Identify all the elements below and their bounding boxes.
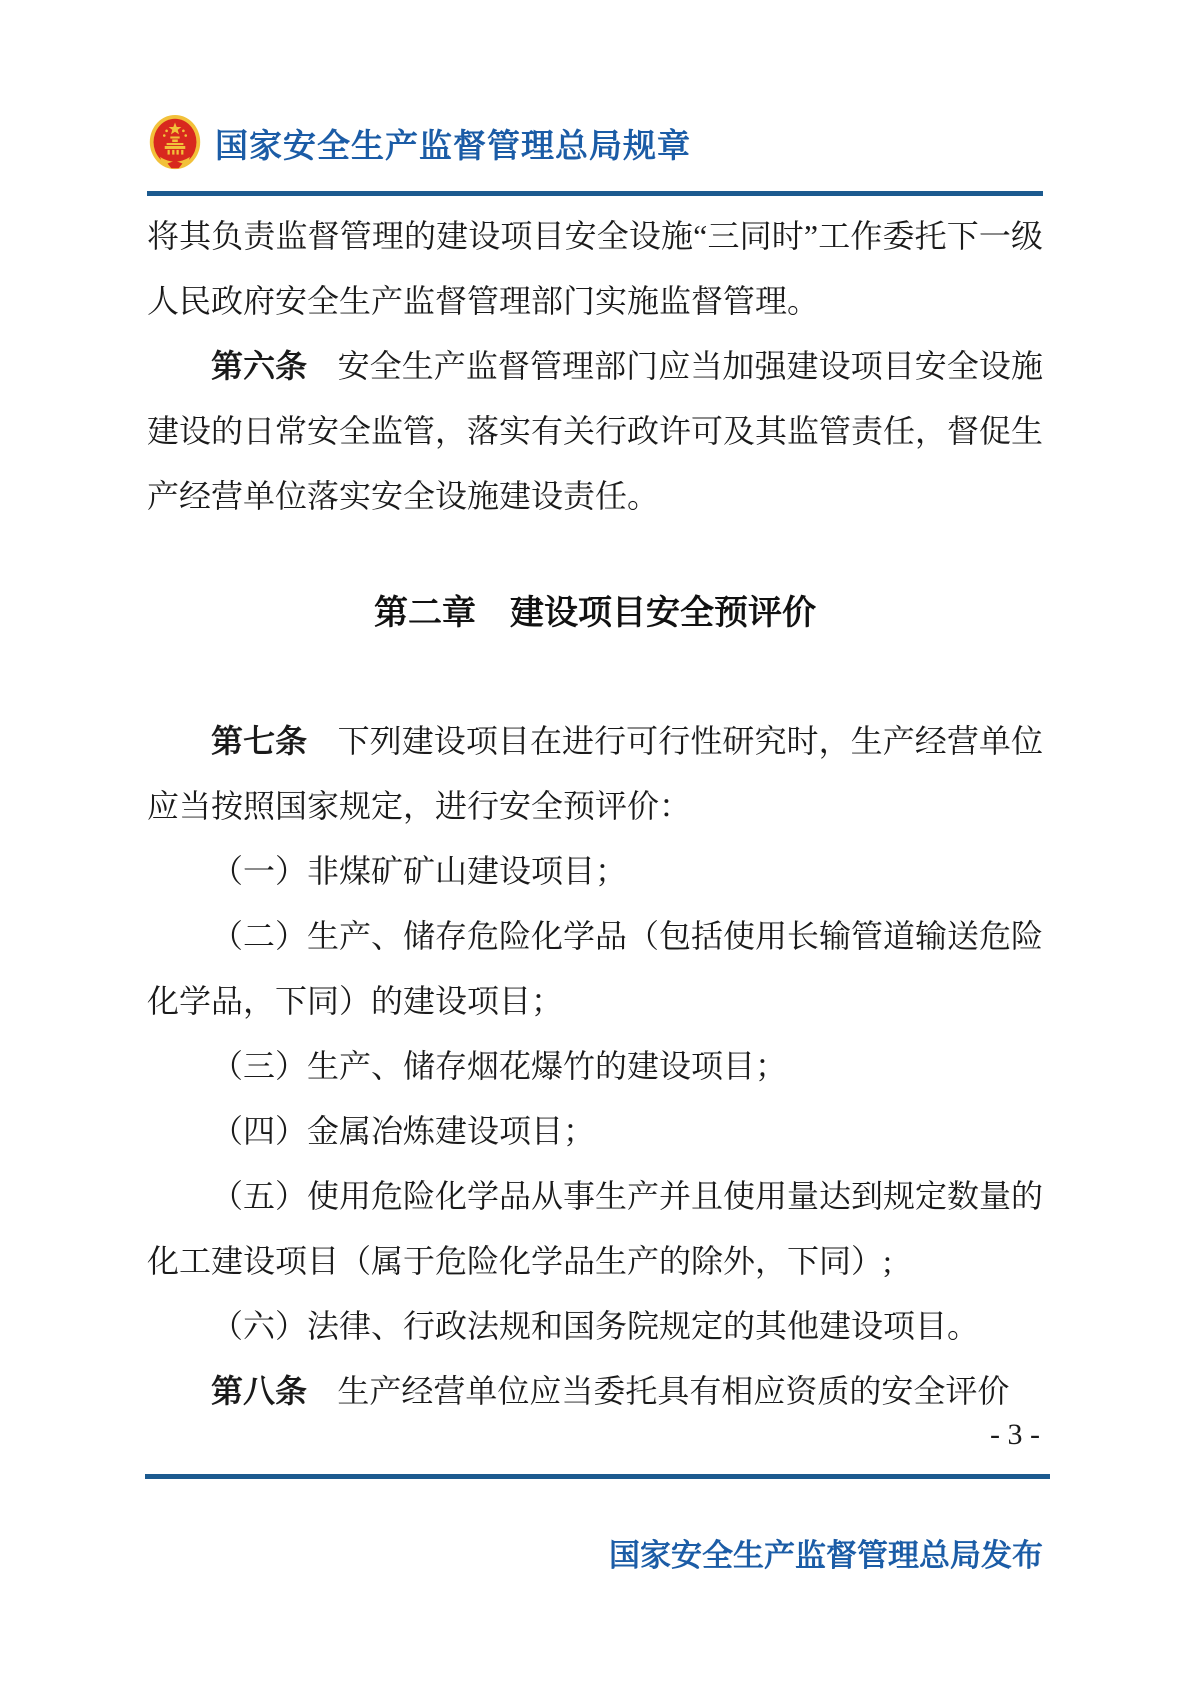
paragraph-text: 安全生产监督管理部门应当加强建设项目安全设施建设的日常安全监管，落实有关行政许可及其监管责任，督促生产经营单位落实安全设施建设责任。 [147,348,1044,514]
list-item-paragraph [147,1099,1043,1164]
page-number: - 3 - [990,1418,1040,1451]
list-item-paragraph [147,839,1043,904]
paragraph-text: 将其负责监督管理的建设项目安全设施“三同时”工作委托下一级人民政府安全生产监督管理部门实施监督管理。 [147,218,1043,319]
chapter-heading: 第二章 建设项目安全预评价 [374,594,816,632]
paragraph [147,204,1043,334]
paragraph-text: （五）使用危险化学品从事生产并且使用量达到规定数量的化工建设项目（属于危险化学品生产的除外，下同）; [147,1178,1044,1279]
list-item-paragraph [147,1294,1043,1359]
paragraph-text: （三）生产、储存烟花爆竹的建设项目； [211,1048,788,1084]
list-item-paragraph [147,1034,1043,1099]
national-emblem-icon [147,114,203,172]
footer-publisher: 国家安全生产监督管理总局发布 [609,1538,1043,1573]
article-paragraph [147,334,1043,529]
paragraph-text: 下列建设项目在进行可行性研究时，生产经营单位应当按照国家规定，进行安全预评价： [147,723,1043,824]
article-paragraph [147,709,1043,839]
paragraph-text: （二）生产、储存危险化学品（包括使用长输管道输送危险化学品，下同）的建设项目； [147,918,1044,1019]
article-number: 第八条 [211,1373,308,1409]
list-item-paragraph [147,904,1043,1034]
paragraph-text: （四）金属冶炼建设项目； [211,1113,596,1149]
article-paragraph [147,1359,1043,1424]
paragraph-text: （六）法律、行政法规和国务院规定的其他建设项目。 [211,1308,980,1344]
document-body [147,204,1043,1424]
paragraph-text: （一）非煤矿矿山建设项目； [211,853,628,889]
header-rule [147,191,1043,196]
paragraph-text: 生产经营单位应当委托具有相应资质的安全评价 [337,1373,1010,1409]
document-header [147,113,1043,173]
article-number: 第六条 [211,348,308,384]
header-title: 国家安全生产监督管理总局规章 [215,128,691,165]
article-number: 第七条 [211,723,308,759]
list-item-paragraph [147,1164,1043,1294]
footer-rule [145,1474,1050,1479]
